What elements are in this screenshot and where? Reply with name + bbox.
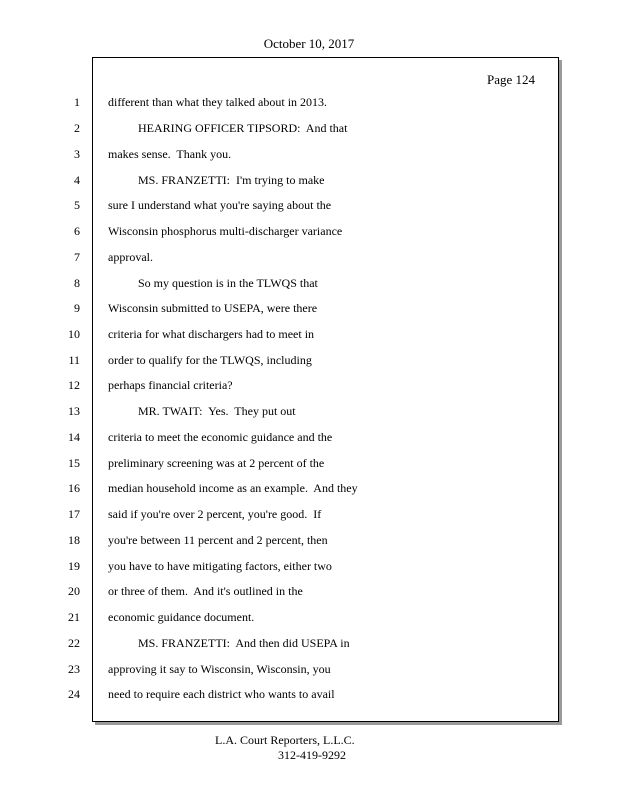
line-number: 3 bbox=[74, 147, 80, 161]
transcript-line: MS. FRANZETTI: I'm trying to make bbox=[108, 173, 325, 187]
line-number: 7 bbox=[74, 250, 80, 264]
transcript-line: order to qualify for the TLWQS, including bbox=[108, 353, 312, 367]
header-date: October 10, 2017 bbox=[263, 36, 355, 51]
line-number: 23 bbox=[68, 662, 80, 676]
transcript-line: approval. bbox=[108, 250, 153, 264]
line-number: 15 bbox=[68, 456, 80, 470]
transcript-line: Wisconsin submitted to USEPA, were there bbox=[108, 301, 318, 315]
transcript-line: or three of them. And it's outlined in the bbox=[108, 584, 303, 598]
transcript-line: MS. FRANZETTI: And then did USEPA in bbox=[108, 636, 350, 650]
line-number: 10 bbox=[68, 327, 80, 341]
line-number: 5 bbox=[74, 198, 80, 212]
transcript-line: criteria for what dischargers had to meet in bbox=[108, 327, 315, 341]
line-number: 17 bbox=[68, 507, 80, 521]
page-number: Page 124 bbox=[487, 72, 536, 87]
transcript-line: So my question is in the TLWQS that bbox=[108, 276, 318, 290]
line-number: 12 bbox=[68, 378, 80, 392]
transcript-line: perhaps financial criteria? bbox=[108, 378, 233, 392]
line-number: 22 bbox=[68, 636, 80, 650]
transcript-line: makes sense. Thank you. bbox=[108, 147, 232, 161]
line-number: 1 bbox=[74, 95, 80, 109]
transcript-line: preliminary screening was at 2 percent of the bbox=[108, 456, 325, 470]
line-number: 19 bbox=[68, 559, 80, 573]
line-number: 14 bbox=[68, 430, 80, 444]
line-number: 24 bbox=[68, 687, 80, 701]
footer-phone: 312-419-9292 bbox=[278, 748, 346, 762]
line-number: 16 bbox=[68, 481, 80, 495]
transcript-line: you're between 11 percent and 2 percent, then bbox=[108, 533, 328, 547]
line-number: 20 bbox=[68, 584, 80, 598]
line-number: 18 bbox=[68, 533, 80, 547]
line-number: 8 bbox=[74, 276, 80, 290]
transcript-line: criteria to meet the economic guidance and the bbox=[108, 430, 333, 444]
footer-company: L.A. Court Reporters, L.L.C. bbox=[215, 733, 355, 747]
line-number: 13 bbox=[68, 404, 80, 418]
transcript-line: need to require each district who wants to avail bbox=[108, 687, 335, 701]
transcript-line: approving it say to Wisconsin, Wisconsin, you bbox=[108, 662, 331, 676]
transcript-line: HEARING OFFICER TIPSORD: And that bbox=[108, 121, 348, 135]
transcript-line: said if you're over 2 percent, you're good. If bbox=[108, 507, 322, 521]
line-number: 9 bbox=[74, 301, 80, 315]
transcript-line: Wisconsin phosphorus multi-discharger variance bbox=[108, 224, 343, 238]
line-number: 21 bbox=[68, 610, 80, 624]
transcript-line: you have to have mitigating factors, either two bbox=[108, 559, 332, 573]
line-number: 2 bbox=[74, 121, 80, 135]
line-number: 4 bbox=[74, 173, 80, 187]
transcript-line: sure I understand what you're saying about the bbox=[108, 198, 332, 212]
transcript-line: different than what they talked about in 2013. bbox=[108, 95, 328, 109]
transcript-line: MR. TWAIT: Yes. They put out bbox=[108, 404, 296, 418]
transcript-line: median household income as an example. And they bbox=[108, 481, 358, 495]
line-number: 6 bbox=[74, 224, 80, 238]
transcript-line: economic guidance document. bbox=[108, 610, 255, 624]
line-number: 11 bbox=[68, 353, 80, 367]
